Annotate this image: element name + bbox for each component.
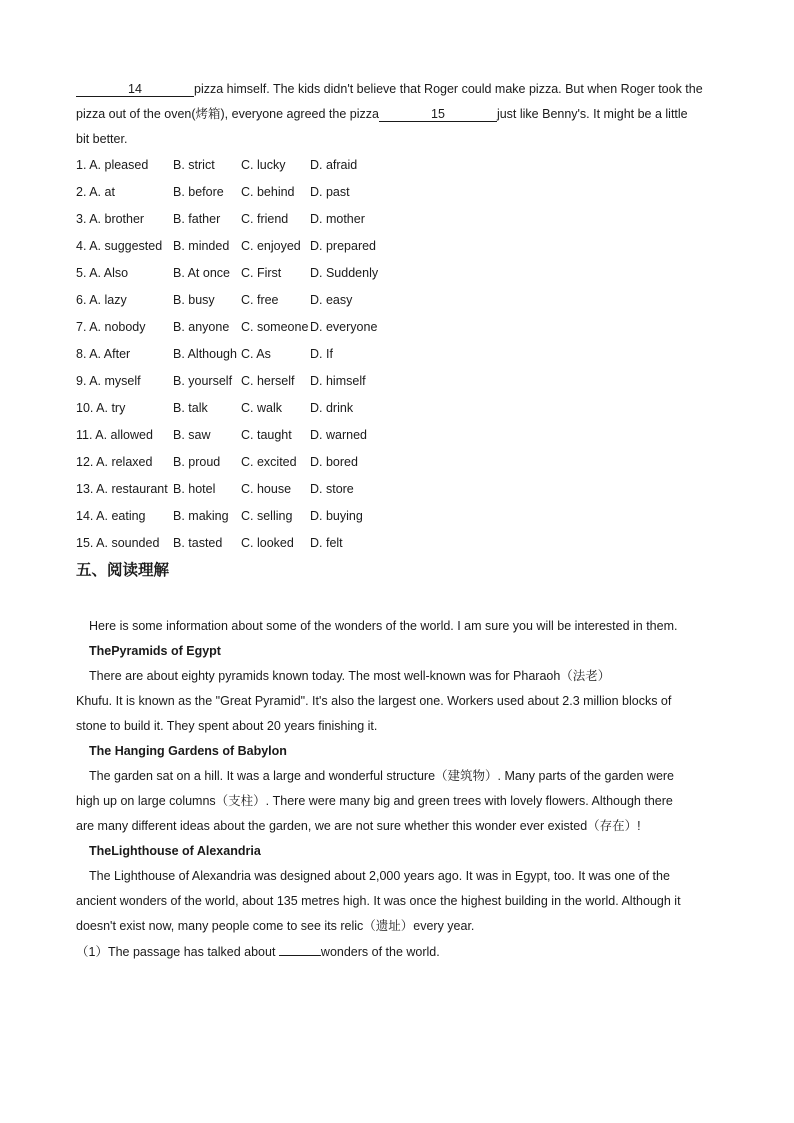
- option-d[interactable]: D. easy: [310, 293, 353, 307]
- paragraph-line: Khufu. It is known as the "Great Pyramid". It's also the largest one. Workers used about 2.3 million blocks of: [76, 694, 672, 708]
- option-b[interactable]: B. talk: [173, 401, 208, 415]
- option-a[interactable]: 8. A. After: [76, 347, 131, 361]
- paragraph-line: stone to build it. They spent about 20 years finishing it.: [76, 719, 378, 733]
- option-b[interactable]: B. yourself: [173, 374, 233, 388]
- option-c[interactable]: C. selling: [241, 509, 293, 523]
- question-1: [76, 943, 440, 960]
- option-d[interactable]: D. buying: [310, 509, 363, 523]
- paragraph-line: There are about eighty pyramids known today. The most well-known was for Pharaoh（法老）: [89, 669, 611, 683]
- option-a[interactable]: 3. A. brother: [76, 212, 145, 226]
- option-a[interactable]: 9. A. myself: [76, 374, 141, 388]
- option-c[interactable]: C. house: [241, 482, 292, 496]
- option-c[interactable]: C. free: [241, 293, 279, 307]
- blank-15[interactable]: 15: [379, 107, 497, 122]
- option-b[interactable]: B. proud: [173, 455, 221, 469]
- option-d[interactable]: D. Suddenly: [310, 266, 379, 280]
- option-a[interactable]: 6. A. lazy: [76, 293, 127, 307]
- heading-gardens: The Hanging Gardens of Babylon: [89, 744, 287, 758]
- option-c[interactable]: C. taught: [241, 428, 292, 442]
- heading-pyramids: ThePyramids of Egypt: [89, 644, 221, 658]
- option-c[interactable]: C. looked: [241, 536, 294, 550]
- option-c[interactable]: C. friend: [241, 212, 289, 226]
- option-b[interactable]: B. At once: [173, 266, 230, 280]
- passage-line-1: [76, 81, 703, 97]
- option-d[interactable]: D. If: [310, 347, 333, 361]
- paragraph-line: high up on large columns（支柱）. There were many big and green trees with lovely flowers. Although there: [76, 794, 673, 808]
- option-b[interactable]: B. hotel: [173, 482, 216, 496]
- option-a[interactable]: 4. A. suggested: [76, 239, 163, 253]
- option-a[interactable]: 12. A. relaxed: [76, 455, 153, 469]
- option-b[interactable]: B. busy: [173, 293, 215, 307]
- option-b[interactable]: B. Although: [173, 347, 237, 361]
- option-b[interactable]: B. tasted: [173, 536, 223, 550]
- option-b[interactable]: B. anyone: [173, 320, 230, 334]
- blank-14[interactable]: 14: [76, 82, 194, 97]
- option-c[interactable]: C. As: [241, 347, 271, 361]
- paragraph-line: The Lighthouse of Alexandria was designed about 2,000 years ago. It was in Egypt, too. It was one of the: [89, 869, 670, 883]
- option-c[interactable]: C. enjoyed: [241, 239, 301, 253]
- paragraph-line: The garden sat on a hill. It was a large and wonderful structure（建筑物）. Many parts of the garden were: [89, 769, 675, 783]
- answer-blank[interactable]: [279, 943, 321, 956]
- question-text: wonders of the world.: [320, 945, 440, 959]
- passage-text: pizza himself. The kids didn't believe that Roger could make pizza. But when Roger took the: [194, 82, 703, 96]
- option-d[interactable]: D. mother: [310, 212, 365, 226]
- option-a[interactable]: 1. A. pleased: [76, 158, 149, 172]
- passage-text: pizza out of the oven(烤箱), everyone agreed the pizza: [76, 107, 379, 121]
- option-d[interactable]: D. past: [310, 185, 350, 199]
- option-a[interactable]: 13. A. restaurant: [76, 482, 168, 496]
- option-d[interactable]: D. drink: [310, 401, 354, 415]
- option-a[interactable]: 11. A. allowed: [76, 428, 153, 442]
- option-a[interactable]: 14. A. eating: [76, 509, 146, 523]
- option-d[interactable]: D. store: [310, 482, 354, 496]
- option-c[interactable]: C. excited: [241, 455, 297, 469]
- paragraph-line: are many different ideas about the garden, we are not sure whether this wonder ever existed（存在）!: [76, 819, 641, 833]
- option-b[interactable]: B. minded: [173, 239, 230, 253]
- option-a[interactable]: 7. A. nobody: [76, 320, 146, 334]
- option-d[interactable]: D. felt: [310, 536, 343, 550]
- heading-lighthouse: TheLighthouse of Alexandria: [89, 844, 261, 858]
- question-text: （1）The passage has talked about: [76, 945, 276, 959]
- option-c[interactable]: C. herself: [241, 374, 295, 388]
- option-c[interactable]: C. someone: [241, 320, 309, 334]
- option-b[interactable]: B. before: [173, 185, 224, 199]
- paragraph-line: ancient wonders of the world, about 135 metres high. It was once the highest building in the world. Although it: [76, 894, 681, 908]
- option-c[interactable]: C. behind: [241, 185, 295, 199]
- reading-intro: Here is some information about some of the wonders of the world. I am sure you will be interested in them.: [89, 619, 678, 633]
- option-c[interactable]: C. First: [241, 266, 282, 280]
- option-a[interactable]: 5. A. Also: [76, 266, 129, 280]
- option-b[interactable]: B. saw: [173, 428, 211, 442]
- passage-line-2: [76, 106, 688, 122]
- option-d[interactable]: D. warned: [310, 428, 367, 442]
- option-b[interactable]: B. making: [173, 509, 229, 523]
- passage-line-3: bit better.: [76, 132, 128, 146]
- section-title: 五、阅读理解: [76, 561, 170, 579]
- option-d[interactable]: D. afraid: [310, 158, 358, 172]
- option-d[interactable]: D. himself: [310, 374, 366, 388]
- option-a[interactable]: 10. A. try: [76, 401, 126, 415]
- option-d[interactable]: D. bored: [310, 455, 358, 469]
- option-c[interactable]: C. lucky: [241, 158, 286, 172]
- paragraph-line: doesn't exist now, many people come to see its relic（遗址）every year.: [76, 919, 475, 933]
- option-d[interactable]: D. everyone: [310, 320, 378, 334]
- option-c[interactable]: C. walk: [241, 401, 282, 415]
- option-d[interactable]: D. prepared: [310, 239, 377, 253]
- option-b[interactable]: B. strict: [173, 158, 215, 172]
- option-b[interactable]: B. father: [173, 212, 221, 226]
- option-a[interactable]: 15. A. sounded: [76, 536, 160, 550]
- option-a[interactable]: 2. A. at: [76, 185, 115, 199]
- passage-text: just like Benny's. It might be a little: [496, 107, 688, 121]
